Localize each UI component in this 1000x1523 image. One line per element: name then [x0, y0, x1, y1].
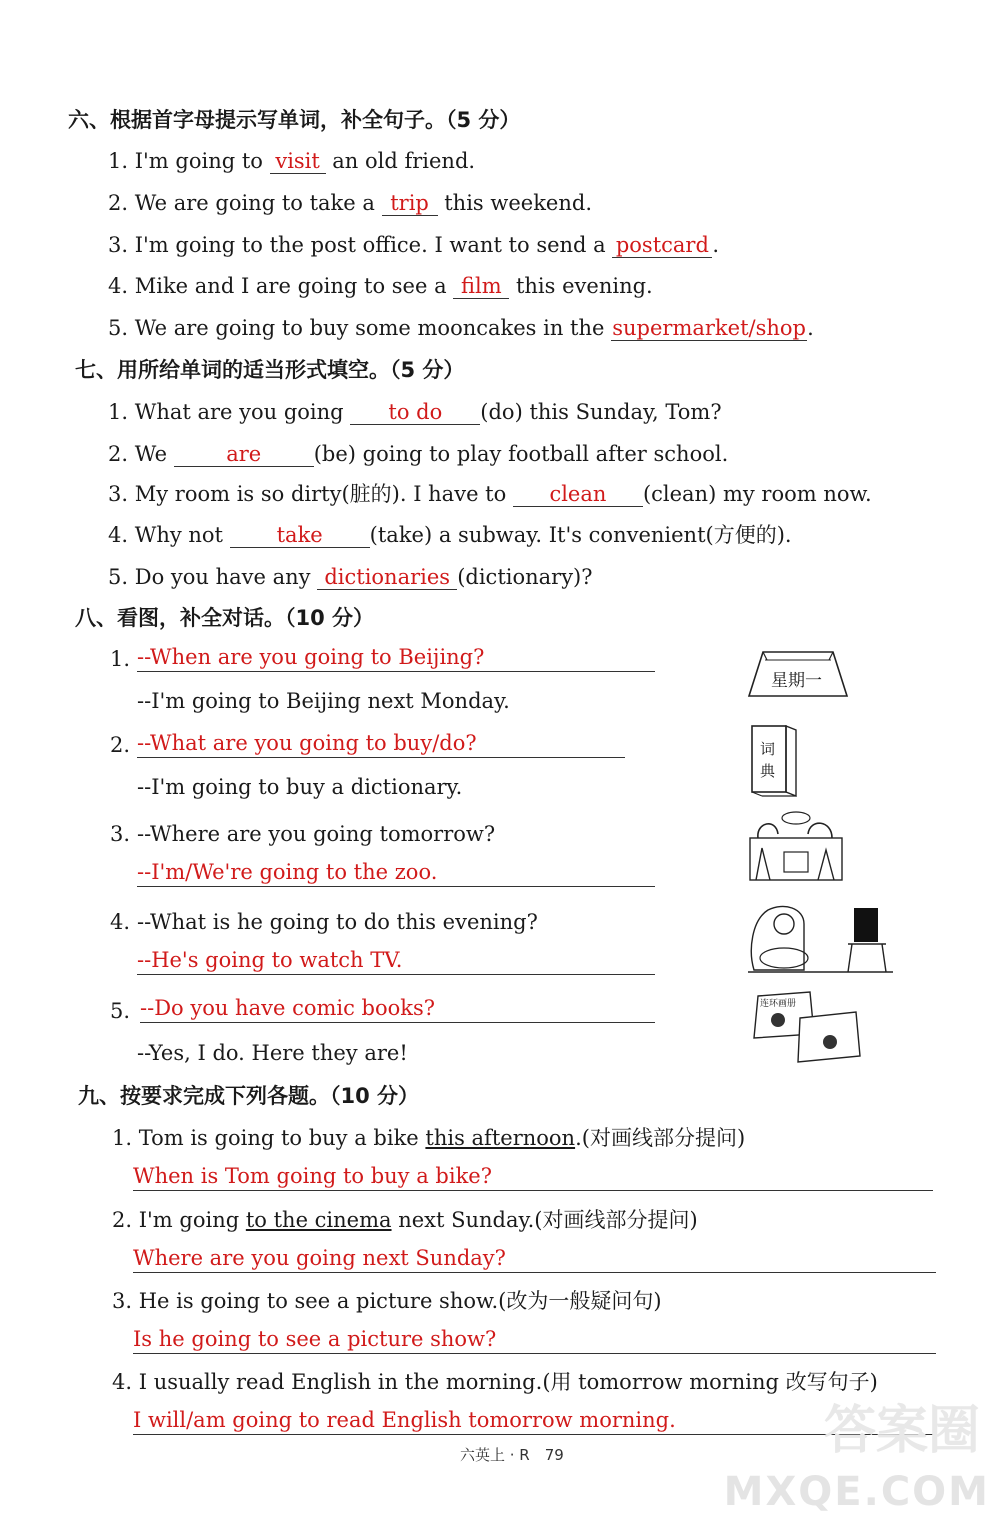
answer-blank[interactable]: clean — [513, 482, 643, 507]
s7-item-1: 1. What are you going to do (do) this Sunday, Tom? — [108, 400, 722, 424]
s6-item-3: 3. I'm going to the post office. I want to send a postcard . — [108, 233, 720, 257]
s8-answer-2[interactable]: --What are you going to buy/do? — [137, 729, 625, 758]
calendar-label: 星期一 — [771, 671, 822, 691]
answer-blank[interactable]: postcard — [612, 233, 712, 258]
s6-item-2: 2. We are going to take a trip this weekend. — [108, 191, 592, 215]
s8-given-1: --I'm going to Beijing next Monday. — [137, 689, 510, 713]
comic-books-picture — [748, 990, 866, 1064]
dictionary-picture — [748, 722, 800, 798]
answer-blank[interactable]: film — [453, 274, 509, 299]
answer-blank[interactable]: visit — [270, 149, 326, 174]
s8-answer-3[interactable]: --I'm/We're going to the zoo. — [137, 858, 655, 887]
s8-answer-1[interactable]: --When are you going to Beijing? — [137, 643, 655, 672]
underlined-phrase: to the cinema — [245, 1208, 392, 1232]
section6-heading: 六、根据首字母提示写单词，补全句子。（5 分） — [68, 108, 521, 132]
s9-answer-4[interactable]: I will/am going to read English tomorrow morning. — [133, 1406, 936, 1435]
answer-blank[interactable]: supermarket/shop — [612, 316, 806, 340]
s8-num-4: 4. — [110, 910, 131, 934]
dictionary-label: 词典 — [760, 740, 776, 780]
s9-item-4: 4. I usually read English in the morning.(用 tomorrow morning 改写句子) — [112, 1370, 878, 1394]
s9-item-3: 3. He is going to see a picture show.(改为一般疑问句) — [112, 1289, 662, 1313]
s9-answer-1[interactable]: When is Tom going to buy a bike? — [133, 1162, 933, 1191]
s6-item-5: 5. We are going to buy some mooncakes in the supermarket/shop. — [108, 316, 814, 340]
s8-answer-5[interactable]: --Do you have comic books? — [140, 994, 655, 1023]
section9-heading: 九、按要求完成下列各题。（10 分） — [78, 1084, 420, 1108]
s8-num-3: 3. — [110, 822, 131, 846]
s8-given-3: --Where are you going tomorrow? — [137, 822, 496, 846]
s8-answer-4[interactable]: --He's going to watch TV. — [137, 946, 655, 975]
s8-given-2: --I'm going to buy a dictionary. — [137, 775, 463, 799]
s8-given-5: --Yes, I do. Here they are! — [137, 1041, 408, 1065]
s9-item-1: 1. Tom is going to buy a bike this afternoon.(对画线部分提问) — [112, 1126, 746, 1150]
s7-item-5: 5. Do you have any dictionaries (dictionary)? — [108, 565, 593, 589]
answer-blank[interactable]: are — [174, 442, 314, 467]
s8-num-2: 2. — [110, 733, 131, 757]
answer-blank[interactable]: dictionaries — [317, 565, 457, 590]
s8-given-4: --What is he going to do this evening? — [137, 910, 538, 934]
s7-item-2: 2. We are (be) going to play football after school. — [108, 442, 729, 466]
s9-item-2: 2. I'm going to the cinema next Sunday.(对画线部分提问) — [112, 1208, 698, 1232]
watermark-logo: 答案圈 — [823, 1401, 980, 1461]
zoo-picture — [748, 808, 844, 884]
calendar-picture — [745, 648, 850, 700]
s9-answer-3[interactable]: Is he going to see a picture show? — [133, 1325, 936, 1354]
section8-heading: 八、看图，补全对话。（10 分） — [75, 606, 375, 630]
s8-num-1: 1. — [110, 647, 131, 671]
watermark: MXQE.COM — [723, 1469, 990, 1515]
underlined-phrase: this afternoon — [425, 1126, 576, 1150]
s6-item-4: 4. Mike and I are going to see a film this evening. — [108, 274, 653, 298]
s8-num-5: 5. — [110, 999, 131, 1023]
tv-picture — [748, 900, 893, 976]
answer-blank[interactable]: to do — [350, 400, 480, 425]
answer-blank[interactable]: trip — [382, 191, 438, 216]
s7-item-3: 3. My room is so dirty(脏的). I have to clean (clean) my room now. — [108, 482, 872, 506]
answer-blank[interactable]: take — [230, 523, 370, 548]
section7-heading: 七、用所给单词的适当形式填空。（5 分） — [75, 358, 465, 382]
comic-label: 连环画册 — [760, 999, 797, 1009]
s6-item-1: 1. I'm going to visit an old friend. — [108, 149, 476, 173]
page-footer: 六英上 · R 79 — [460, 1446, 564, 1464]
s7-item-4: 4. Why not take (take) a subway. It's convenient(方便的). — [108, 523, 792, 547]
s9-answer-2[interactable]: Where are you going next Sunday? — [133, 1244, 936, 1273]
